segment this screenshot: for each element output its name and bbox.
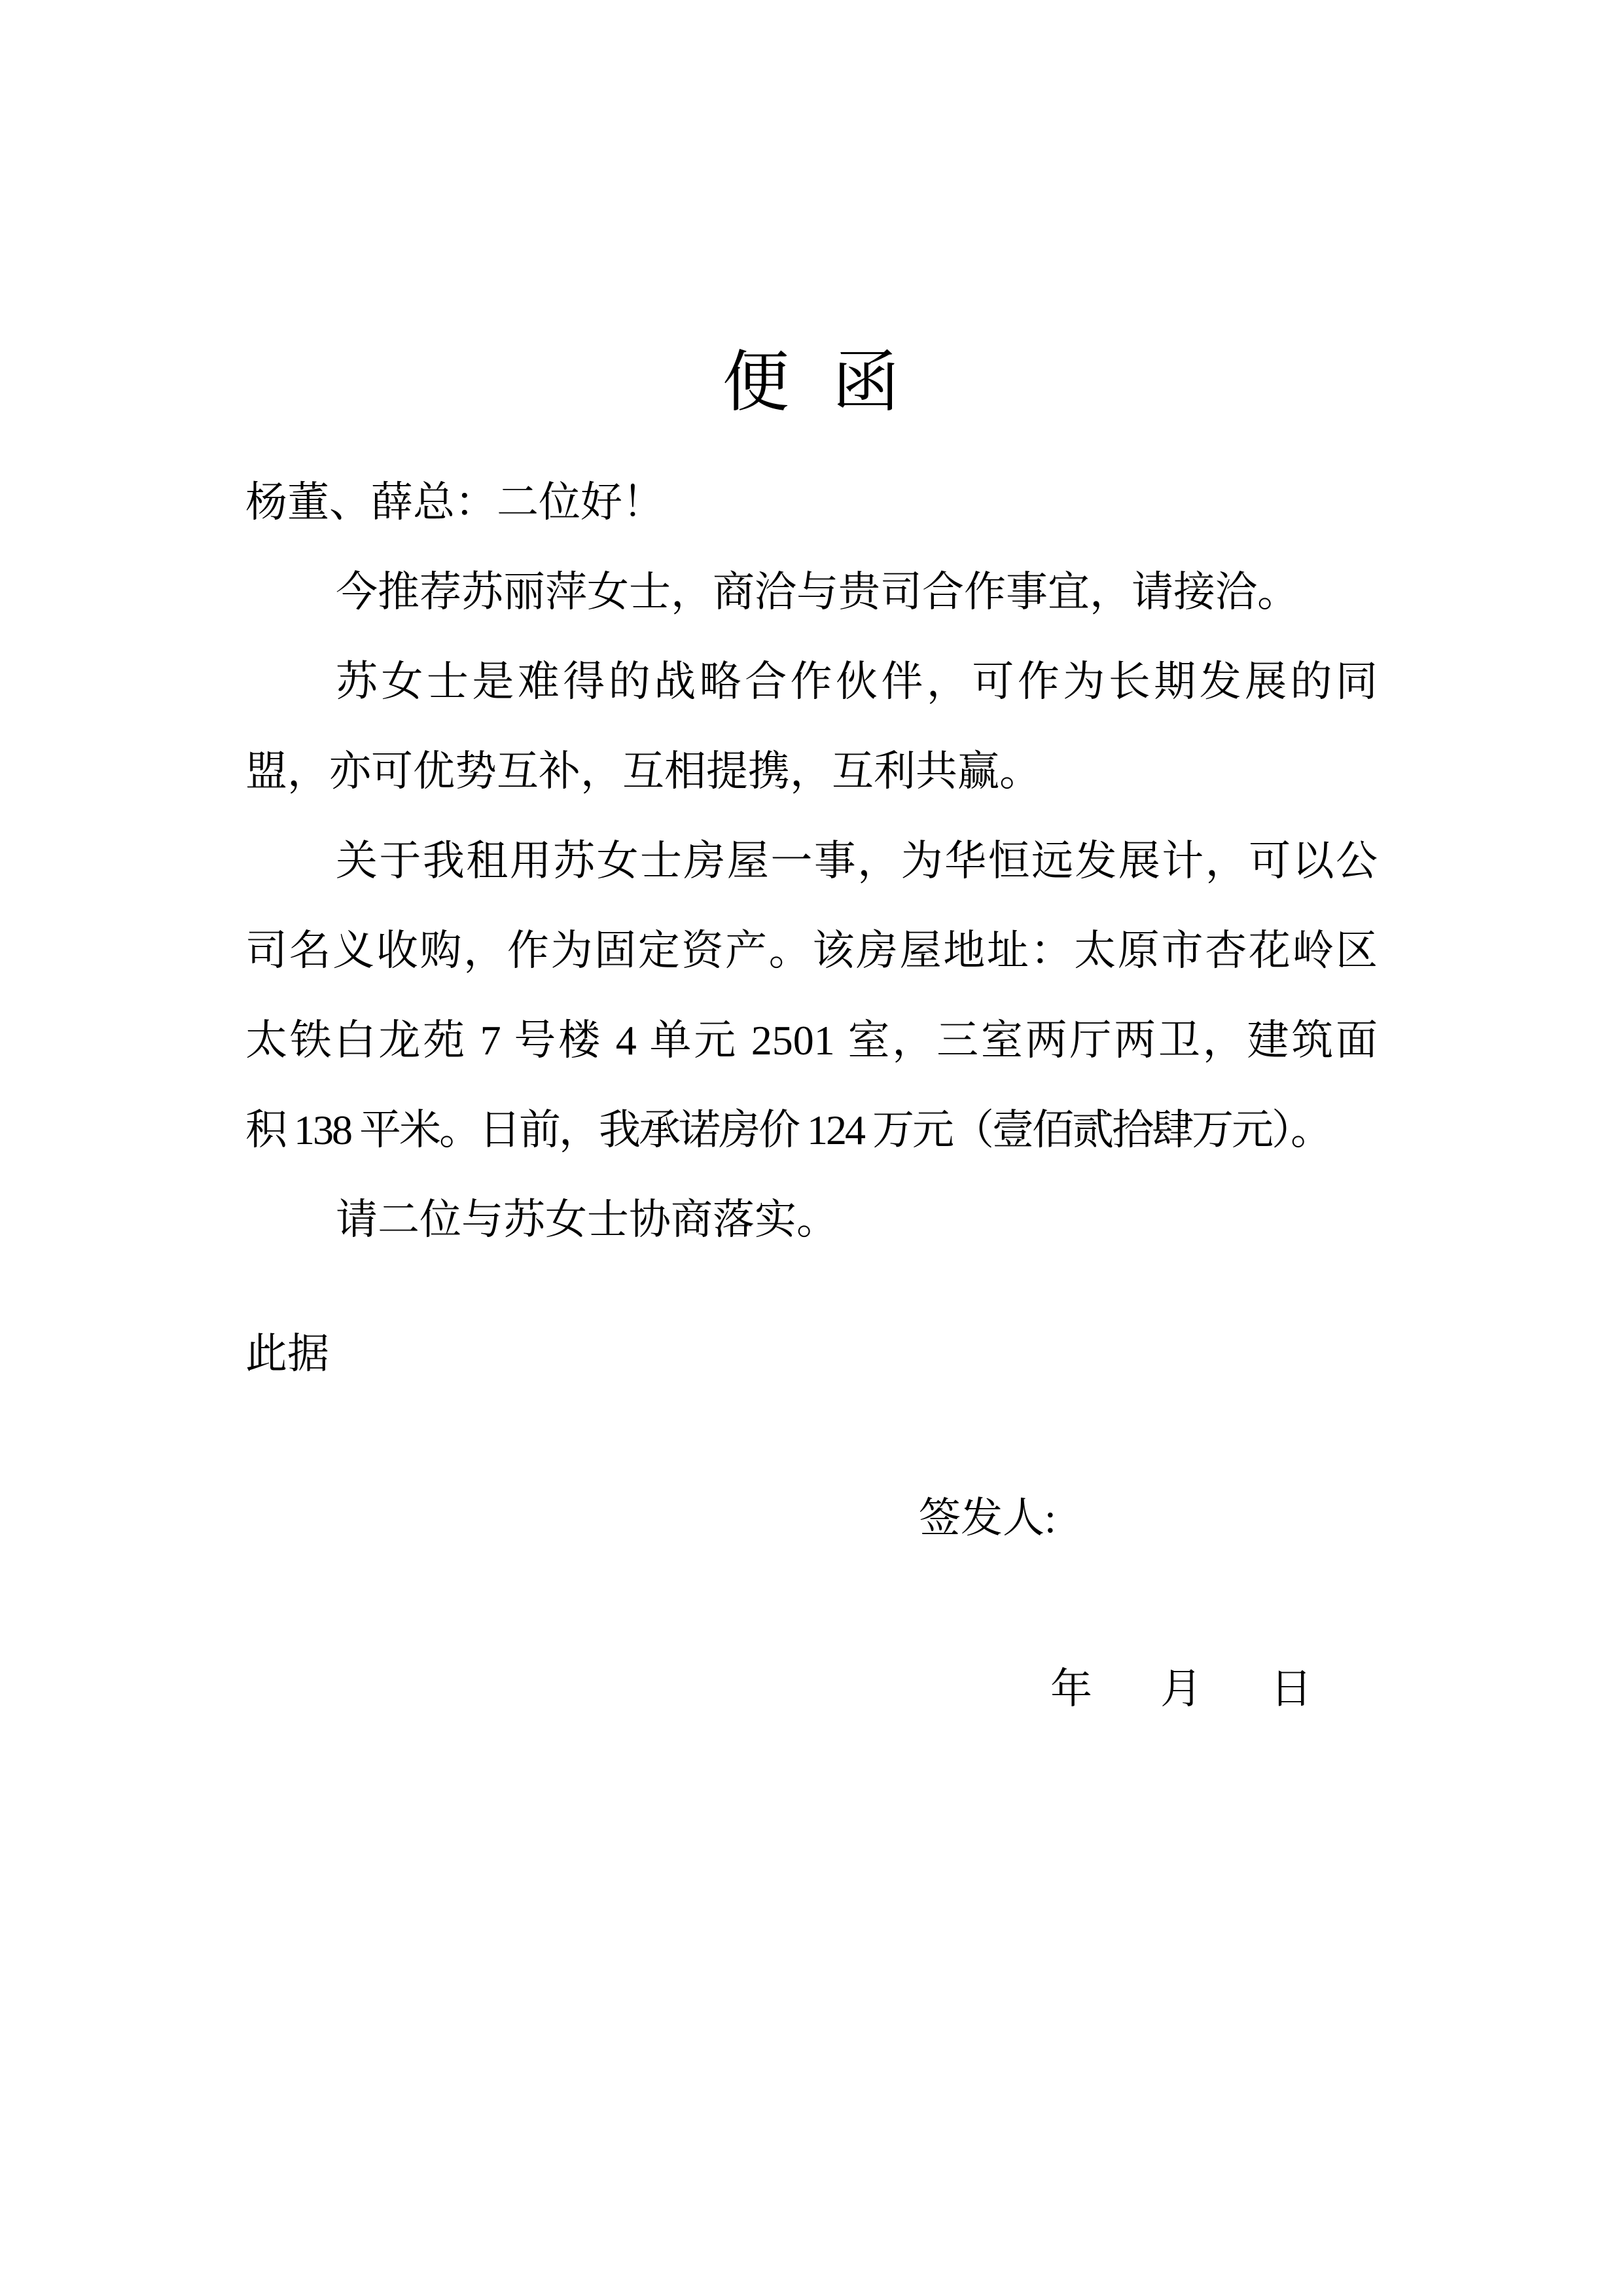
date-line <box>1050 1644 1312 1734</box>
paragraph-3-line-1: 关于我租用苏女士房屋一事，为华恒远发展计，可以公 <box>336 838 1378 884</box>
paragraph-4-line-1: 请二位与苏女士协商落实。 <box>336 1196 838 1243</box>
paragraph-3-line-3: 太铁白龙苑 7 号楼 4 单元 2501 室，三室两厅两卫，建筑面 <box>245 1017 1378 1064</box>
paragraph-3-line-2: 司名义收购，作为固定资产。该房屋地址：太原市杏花岭区 <box>245 927 1378 974</box>
closing-line: 此据 <box>245 1331 329 1377</box>
memo-title: 便 函 <box>722 345 901 420</box>
paragraph-3-line-4: 积 138 平米。日前，我承诺房价 124 万元（壹佰贰拾肆万元）。 <box>245 1107 1330 1153</box>
paragraph-2-line-1: 苏女士是难得的战略合作伙伴，可作为长期发展的同 <box>336 658 1378 705</box>
date-year-label: 年 <box>1050 1666 1092 1712</box>
date-month-label: 月 <box>1160 1666 1202 1712</box>
paragraph-2-line-2: 盟，亦可优势互补，互相提携，互利共赢。 <box>245 748 1041 795</box>
paragraph-1-line-1: 今推荐苏丽萍女士，商洽与贵司合作事宜，请接洽。 <box>336 569 1299 615</box>
memo-body <box>245 457 1378 1265</box>
signer-label: 签发人: <box>919 1495 1056 1541</box>
date-day-label: 日 <box>1270 1666 1312 1712</box>
salutation-line: 杨董、薛总：二位好！ <box>245 479 664 526</box>
